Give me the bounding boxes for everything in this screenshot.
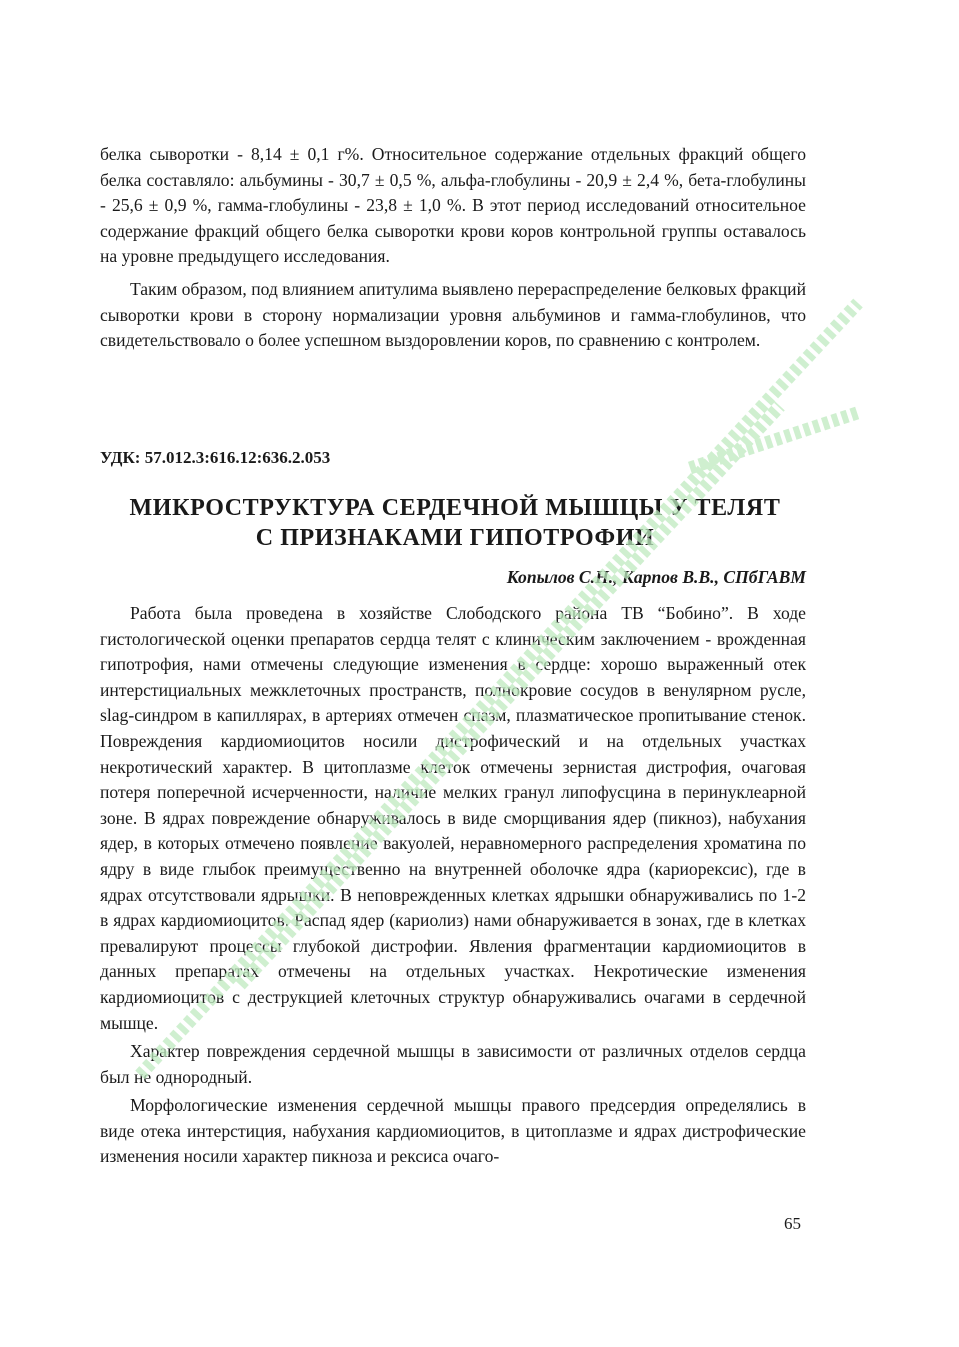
article-body <box>100 601 806 1170</box>
article-title <box>60 493 850 553</box>
previous-paragraph-1: белка сыворотки - 8,14 ± 0,1 г%. Относительное содержание отдельных фракций общего белка составляло: альбумины - 30,7 ± 0,5 %, альфа-глобулины - 20,9 ± 2,4 %, бета-глобулины - 25,6 ± 0,9 %, гамма-глобулины - 23,8 ± 1,0 %. В этот период исследований относительное содержание фракций общего белка сыворотки крови коров контрольной группы оставалось на уровне предыдущего исследования. <box>100 144 806 267</box>
page-number: 65 <box>784 1214 801 1233</box>
article-paragraph-2: Характер повреждения сердечной мышцы в зависимости от различных отделов сердца был не однородный. <box>100 1041 806 1087</box>
article-paragraph-3: Морфологические изменения сердечной мышцы правого предсердия определялись в виде отека интерстиция, набухания кардиомиоцитов, в цитоплазме и ядрах дистрофические изменения носили характер пикноза и рексиса очаго- <box>100 1095 806 1167</box>
previous-section <box>100 142 806 354</box>
article-title-line-1: МИКРОСТРУКТУРА СЕРДЕЧНОЙ МЫШЦЫ У ТЕЛЯТ <box>129 495 781 521</box>
article-paragraph-1: Работа была проведена в хозяйстве Слободского района ТВ “Бобино”. В ходе гистологической оценки препаратов сердца телят с клиническим заключением - врожденная гипотрофия, нами отмечены следующие изменения в сердце: хорошо выраженный отек интерстициальных межклеточных пространств, полнокровие сосудов в венулярном русле, slag-синдром в капиллярах, в артериях отмечен спазм, плазматическое пропитывание стенок. Повреждения кардиомиоцитов носили дистрофический и на отдельных участках некротический характер. В цитоплазме клеток отмечены зернистая дистрофия, очаговая потеря поперечной исчерченности, наличие мелких гранул липофусцина в перинуклеарной зоне. В ядрах повреждение обнаруживалось в виде сморщивания ядер (пикноз), набухания ядер, в которых отмечено появление вакуолей, неравномерного распределения хроматина по ядру в виде глыбок преимущественно на внутренней оболочке ядра (кариорексис), где в ядрах отсутствовали ядрышки. В неповрежденных клетках ядрышки обнаруживались по 1-2 в ядрах кардиомиоцитов. Распад ядер (кариолиз) нами обнаруживается в зонах, где в клетках превалируют процессы глубокой дистрофии. Явления фрагментации кардиомиоцитов в данных препаратах отмечены на отдельных участках. Некротические изменения кардиомиоцитов с деструкцией клеточных структур обнаруживались очагами в сердечной мышце. <box>100 603 806 1033</box>
udc-code: УДК: 57.012.3:616.12:636.2.053 <box>100 448 331 467</box>
previous-paragraph-2: Таким образом, под влиянием апитулима выявлено перераспределение белковых фракций сыворотки крови в сторону нормализации уровня альбуминов и гамма-глобулинов, что свидетельствовало о более успешном выздоровлении коров, по сравнению с контролем. <box>100 278 806 351</box>
article-authors: Копылов С.Н., Карпов В.В., СПбГАВМ <box>506 567 806 587</box>
article-title-line-2: С ПРИЗНАКАМИ ГИПОТРОФИИ <box>255 525 655 551</box>
